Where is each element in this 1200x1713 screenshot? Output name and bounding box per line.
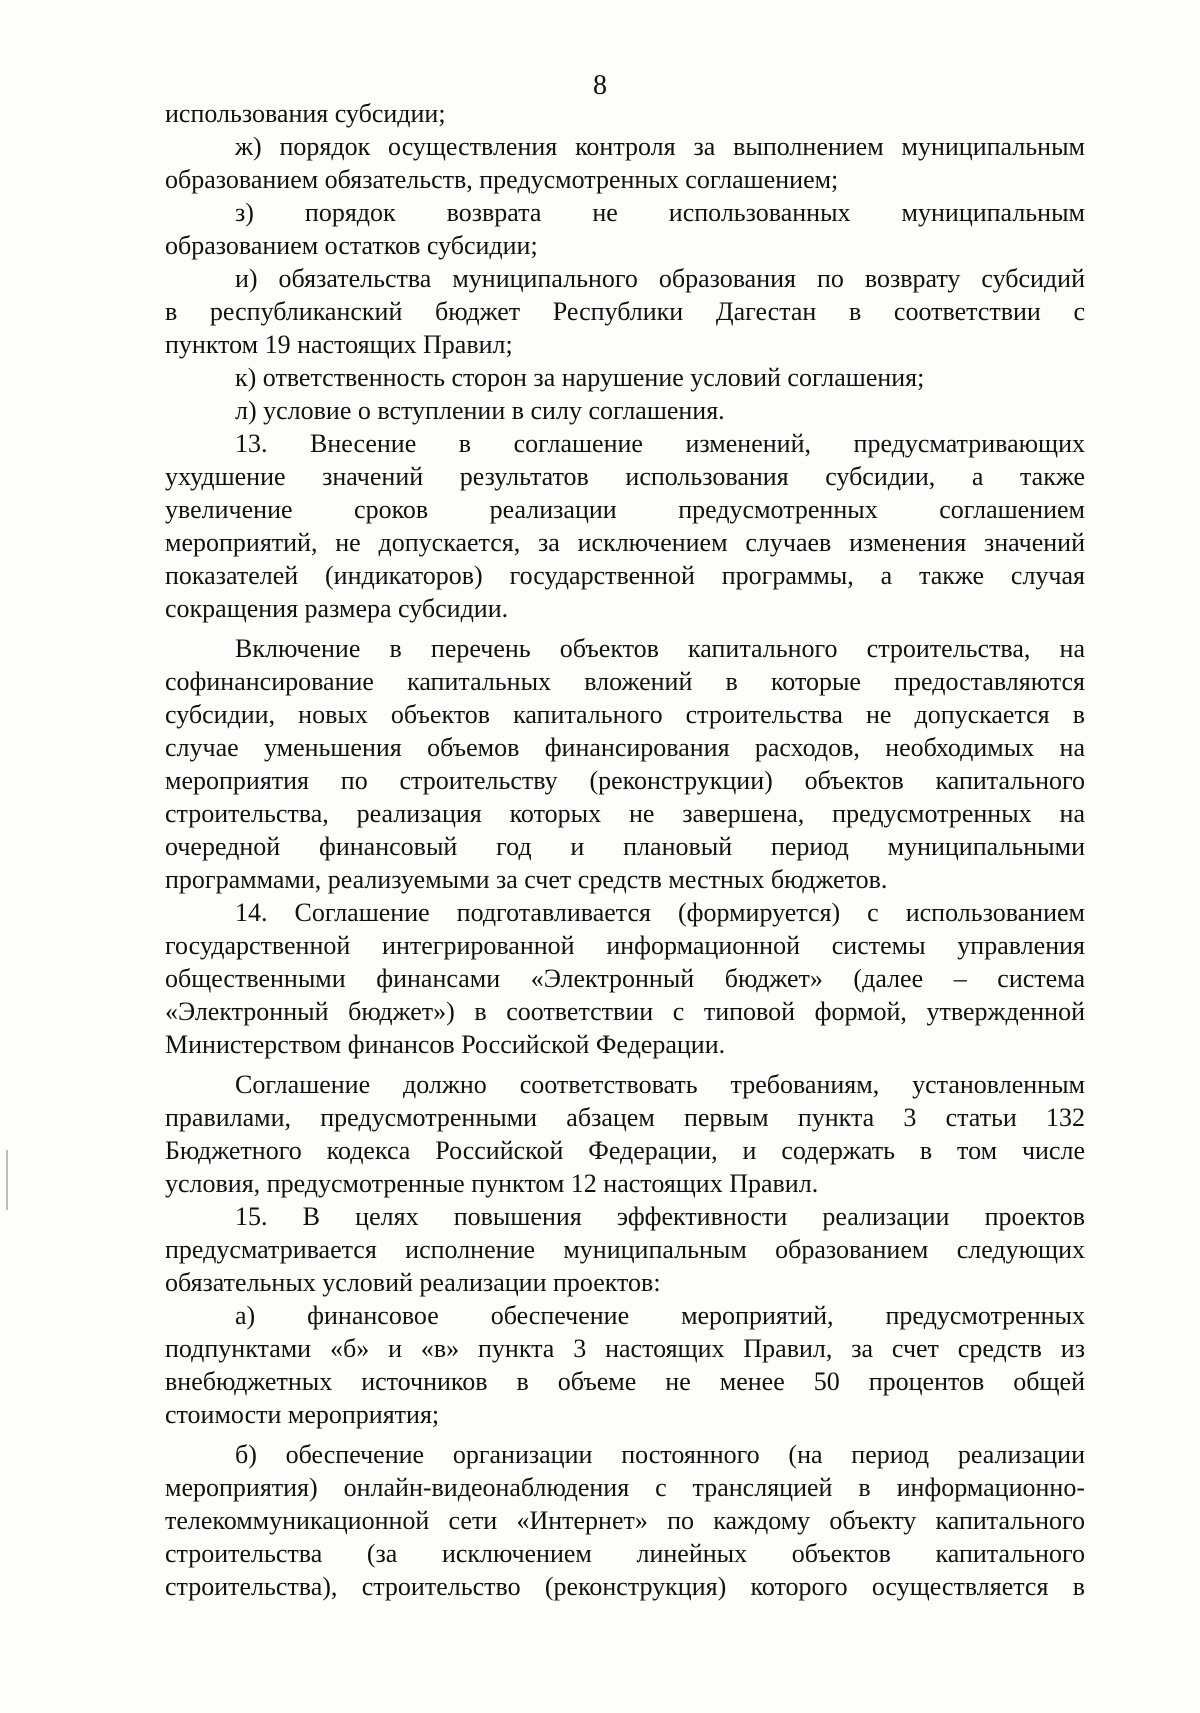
text-line: к) ответственность сторон за нарушение условий соглашения; (235, 363, 925, 392)
text-line: 15. В целях повышения эффективности реализации проектов (235, 1202, 1085, 1231)
text-line: Включение в перечень объектов капитального строительства, на (235, 634, 1085, 663)
text-line: ухудшение значений результатов использования субсидии, а также (165, 462, 1085, 491)
text-line: внебюджетных источников в объеме не менее 50 процентов общей (165, 1367, 1085, 1396)
text-line: мероприятия по строительству (реконструкции) объектов капитального (165, 766, 1085, 795)
text-line: а) финансовое обеспечение мероприятий, предусмотренных (235, 1301, 1085, 1330)
text-line: очередной финансовый год и плановый период муниципальными (165, 832, 1085, 861)
text-line: в республиканский бюджет Республики Дагестан в соответствии с (165, 297, 1085, 326)
text-line: «Электронный бюджет») в соответствии с типовой формой, утвержденной (165, 997, 1085, 1026)
text-line: Министерством финансов Российской Федерации. (165, 1030, 726, 1059)
text-line: образованием обязательств, предусмотренных соглашением; (165, 165, 839, 194)
text-line: правилами, предусмотренными абзацем первым пункта 3 статьи 132 (165, 1103, 1085, 1132)
text-line: строительства (за исключением линейных объектов капитального (165, 1539, 1085, 1568)
text-line: Бюджетного кодекса Российской Федерации, и содержать в том числе (165, 1136, 1085, 1165)
text-line: пунктом 19 настоящих Правил; (165, 330, 513, 359)
text-line: б) обеспечение организации постоянного (на период реализации (235, 1440, 1085, 1469)
text-line: з) порядок возврата не использованных муниципальным (235, 198, 1085, 227)
text-line: предусматривается исполнение муниципальным образованием следующих (165, 1235, 1085, 1264)
text-line: телекоммуникационной сети «Интернет» по каждому объекту капитального (165, 1506, 1085, 1535)
text-line: л) условие о вступлении в силу соглашения. (235, 396, 725, 425)
text-line: увеличение сроков реализации предусмотренных соглашением (165, 495, 1085, 524)
text-line: общественными финансами «Электронный бюджет» (далее – система (165, 964, 1085, 993)
text-line: строительства, реализация которых не завершена, предусмотренных на (165, 799, 1085, 828)
text-line: сокращения размера субсидии. (165, 594, 509, 623)
text-line: субсидии, новых объектов капитального строительства не допускается в (165, 700, 1085, 729)
text-line: и) обязательства муниципального образования по возврату субсидий (235, 264, 1085, 293)
text-line: случае уменьшения объемов финансирования расходов, необходимых на (165, 733, 1085, 762)
text-line: стоимости мероприятия; (165, 1400, 440, 1429)
text-line: использования субсидии; (165, 99, 446, 128)
text-line: 14. Соглашение подготавливается (формируется) с использованием (235, 898, 1085, 927)
text-line: государственной интегрированной информационной системы управления (165, 931, 1085, 960)
text-line: ж) порядок осуществления контроля за выполнением муниципальным (235, 132, 1085, 161)
text-line: образованием остатков субсидии; (165, 231, 538, 260)
text-line: условия, предусмотренные пунктом 12 настоящих Правил. (165, 1169, 819, 1198)
text-line: Соглашение должно соответствовать требованиям, установленным (235, 1070, 1085, 1099)
text-line: показателей (индикаторов) государственной программы, а также случая (165, 561, 1085, 590)
text-line: мероприятий, не допускается, за исключением случаев изменения значений (165, 528, 1085, 557)
page-number: 8 (593, 70, 607, 101)
text-line: софинансирование капитальных вложений в которые предоставляются (165, 667, 1085, 696)
text-line: строительства), строительство (реконструкция) которого осуществляется в (165, 1572, 1085, 1601)
text-line: подпунктами «б» и «в» пункта 3 настоящих Правил, за счет средств из (165, 1334, 1085, 1363)
text-line: 13. Внесение в соглашение изменений, предусматривающих (235, 429, 1085, 458)
text-line: мероприятия) онлайн-видеонаблюдения с трансляцией в информационно- (165, 1473, 1085, 1502)
text-line: обязательных условий реализации проектов: (165, 1268, 661, 1297)
scan-edge-mark (6, 1150, 8, 1210)
text-line: программами, реализуемыми за счет средств местных бюджетов. (165, 865, 888, 894)
